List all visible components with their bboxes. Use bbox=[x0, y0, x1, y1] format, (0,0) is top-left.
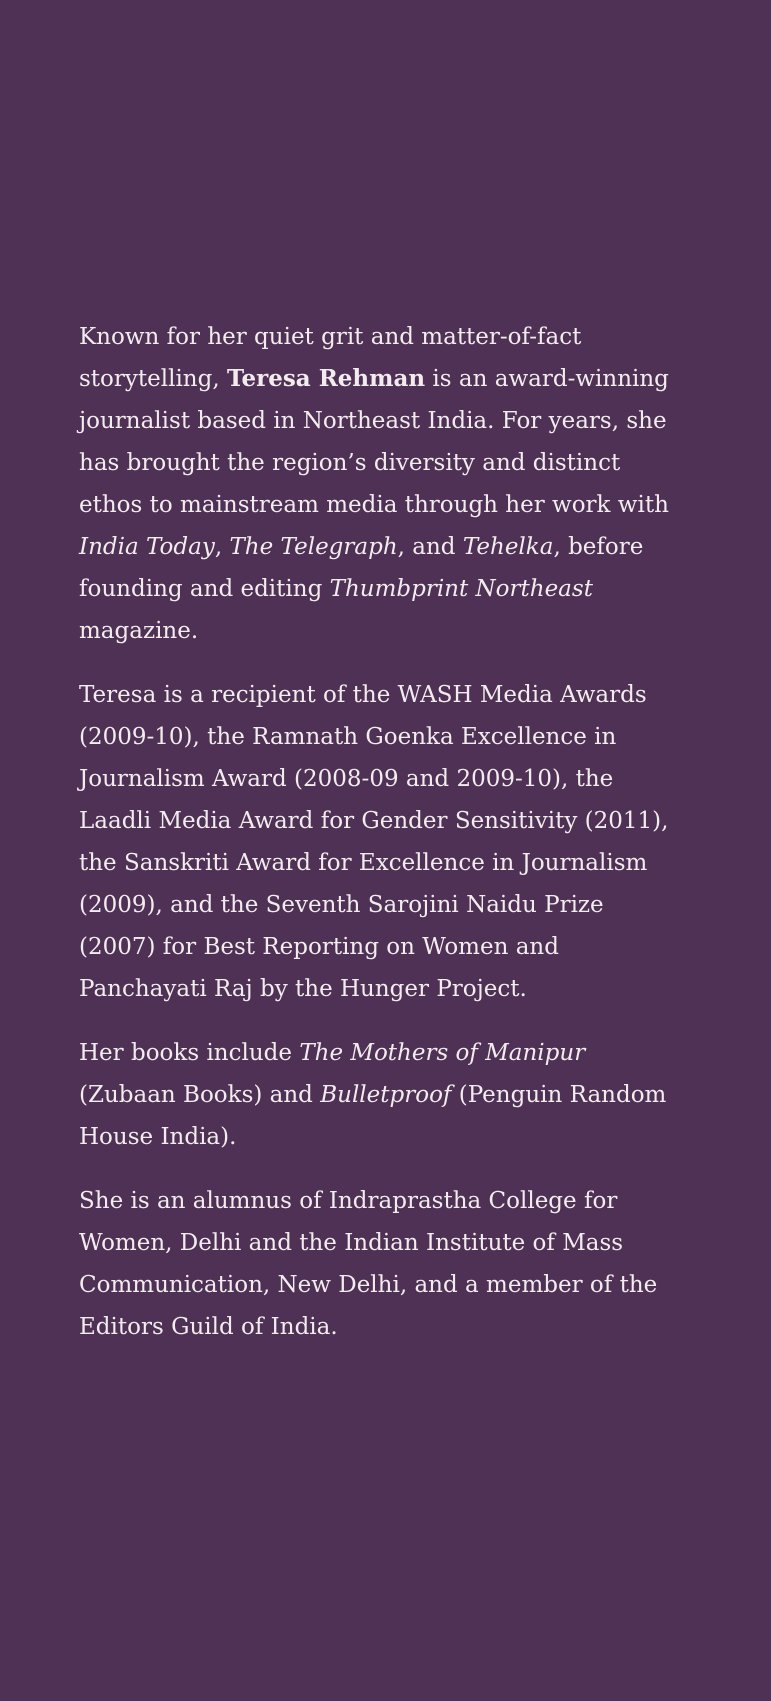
bio-text: , bbox=[214, 534, 230, 560]
bio-paragraph-books bbox=[79, 1032, 679, 1158]
bio-paragraph-intro bbox=[79, 316, 679, 652]
bio-text: is an award-winning journalist based in Northeast India. For years, she has brought the region’s diversity and distinct ethos to mainstream media through her work with bbox=[79, 366, 669, 518]
bio-text: , before founding and editing bbox=[79, 534, 644, 602]
author-bio bbox=[79, 316, 679, 1348]
bio-text: (Zubaan Books) and bbox=[79, 1082, 321, 1108]
bio-text: magazine. bbox=[79, 618, 199, 644]
publication-title: Thumbprint Northeast bbox=[329, 576, 593, 602]
author-name: Teresa Rehman bbox=[226, 365, 426, 392]
bio-text: (Penguin Random House India). bbox=[79, 1082, 667, 1150]
bio-text: , and bbox=[397, 534, 463, 560]
book-title: Bulletproof bbox=[320, 1082, 452, 1108]
bio-paragraph-education: She is an alumnus of Indraprastha College for Women, Delhi and the Indian Institute of Mass Communication, New Delhi, and a member of the Editors Guild of India. bbox=[79, 1188, 658, 1340]
publication-title: India Today bbox=[79, 534, 215, 560]
publication-title: Tehelka bbox=[462, 534, 554, 560]
bio-text: Known for her quiet grit and matter-of-fact storytelling, bbox=[79, 324, 582, 392]
bio-text: Her books include bbox=[79, 1040, 300, 1066]
publication-title: The Telegraph bbox=[229, 534, 398, 560]
book-title: The Mothers of Manipur bbox=[299, 1040, 586, 1066]
bio-paragraph-awards: Teresa is a recipient of the WASH Media Awards (2009-10), the Ramnath Goenka Excellence in Journalism Award (2008-09 and 2009-10), the Laadli Media Award for Gender Sensitivity (2011), the Sanskriti Award for Excellence in Journalism (2009), and the Seventh Sarojini Naidu Prize (2007) for Best Reporting on Women and Panchayati Raj by the Hunger Project. bbox=[79, 682, 669, 1002]
